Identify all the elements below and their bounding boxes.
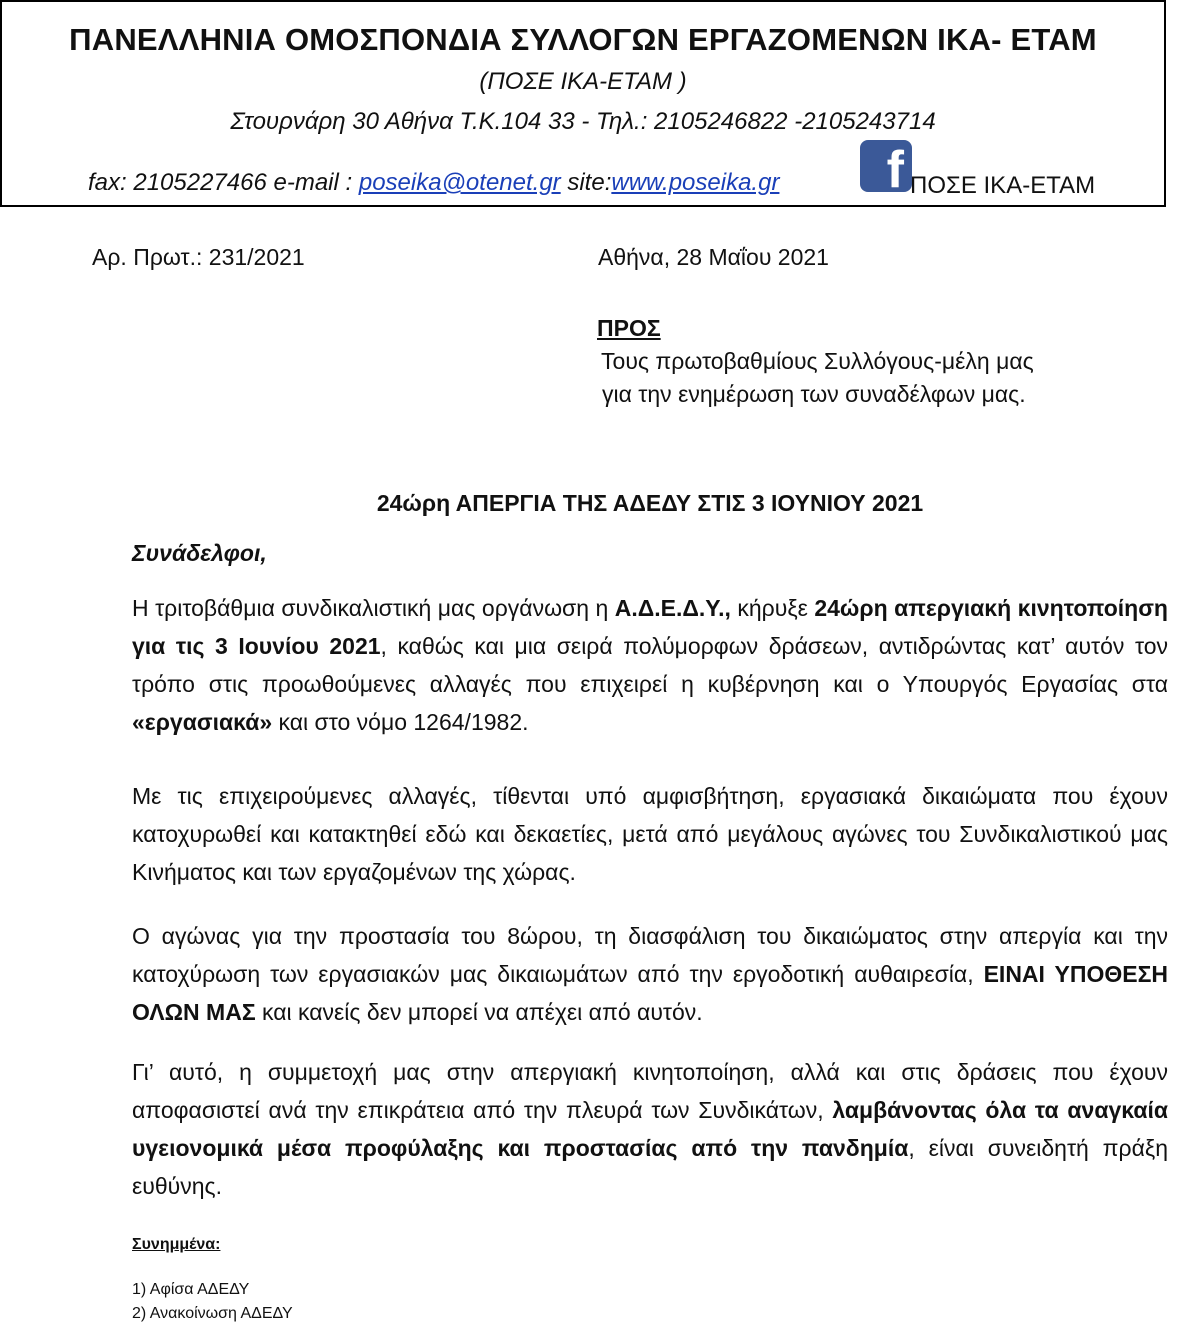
document-date: Αθήνα, 28 Μαΐου 2021 [598, 244, 829, 270]
paragraph-text: και κανείς δεν μπορεί να απέχει από αυτόν. [255, 999, 703, 1025]
paragraph-4 [132, 1053, 1168, 1205]
attachments-list [132, 1278, 293, 1326]
recipient-label: ΠΡΟΣ [597, 315, 661, 341]
organization-name: ΠΑΝΕΛΛΗΝΙΑ ΟΜΟΣΠΟΝΔΙΑ ΣΥΛΛΟΓΩΝ ΕΡΓΑΖΟΜΕΝΩΝ ΙΚΑ- ΕΤΑΜ [69, 22, 1097, 57]
paragraph-text: Γι’ αυτό, η συμμετοχή μας στην απεργιακή κινητοποίηση, αλλά και στις δράσεις που έχουν αποφασιστεί ανά την επικράτεια από την πλευρά των Συνδικάτων, [132, 1059, 1168, 1123]
fax-label: fax: 2105227466 e-mail : [88, 169, 359, 196]
letterhead [0, 0, 1166, 207]
paragraph-bold: «εργασιακά» [132, 709, 273, 735]
paragraph-text: , είναι συνειδητή πράξη ευθύνης. [132, 1135, 1169, 1199]
paragraph-text: κήρυξε [730, 595, 815, 621]
recipient-line-1: Τους πρωτοβαθμίους Συλλόγους-μέλη μας [601, 348, 1034, 374]
paragraph-bold: ΕΙΝΑΙ ΥΠΟΘΕΣΗ ΟΛΩΝ ΜΑΣ [132, 961, 1168, 1025]
facebook-page-label: ΠΟΣΕ ΙΚΑ-ΕΤΑΜ [910, 172, 1096, 199]
paragraph-text: Με τις επιχειρούμενες αλλαγές, τίθενται υπό αμφισβήτηση, εργασιακά δικαιώματα που έχουν κατοχυρωθεί και κατακτηθεί εδώ και δεκαετίες, μετά από μεγάλους αγώνες του Συνδικαλιστικού μας Κινήματος και των εργαζομένων της χώρας. [132, 783, 1168, 885]
paragraph-bold: λαμβάνοντας όλα τα αναγκαία υγειονομικά μέσα προφύλαξης και προστασίας από την πανδημία [132, 1097, 1168, 1161]
organization-abbreviation: (ΠΟΣΕ ΙΚΑ-ΕΤΑΜ ) [479, 68, 687, 95]
paragraph-2 [132, 777, 1168, 891]
paragraph-text: , καθώς και μια σειρά πολύμορφων δράσεων, αντιδρώντας κατ’ αυτόν τον τρόπο στις προωθούμενες αλλαγές που επιχειρεί η κυβέρνηση και ο Υπουργός Εργασίας στα [132, 633, 1168, 697]
subject-heading: 24ώρη ΑΠΕΡΓΙΑ ΤΗΣ ΑΔΕΔΥ ΣΤΙΣ 3 ΙΟΥΝΙΟΥ 2021 [376, 490, 924, 516]
paragraph-1 [132, 589, 1168, 741]
paragraph-bold: Α.Δ.Ε.Δ.Υ., [614, 595, 731, 621]
contact-line [88, 169, 779, 197]
attachment-item: 2) Ανακοίνωση ΑΔΕΔΥ [132, 1305, 293, 1322]
facebook-icon[interactable]: f [860, 140, 912, 192]
recipient-line-2: για την ενημέρωση των συναδέλφων μας. [602, 381, 1026, 407]
email-link[interactable]: poseika@otenet.gr [358, 169, 561, 196]
greeting: Συνάδελφοι, [132, 540, 267, 566]
paragraph-bold: 24ώρη απεργιακή κινητοποίηση για τις 3 Ιουνίου 2021 [132, 595, 1168, 659]
attachment-item: 1) Αφίσα ΑΔΕΔΥ [132, 1281, 250, 1298]
organization-address: Στουρνάρη 30 Αθήνα Τ.Κ.104 33 - Τηλ.: 2105246822 -2105243714 [230, 108, 936, 135]
paragraph-3 [132, 917, 1168, 1031]
attachments-title: Συνημμένα: [132, 1236, 221, 1253]
site-label: site: [560, 169, 612, 196]
website-link[interactable]: www.poseika.gr [611, 169, 780, 196]
protocol-number: Αρ. Πρωτ.: 231/2021 [92, 244, 305, 270]
paragraph-text: Η τριτοβάθμια συνδικαλιστική μας οργάνωση η [132, 595, 615, 621]
paragraph-text: Ο αγώνας για την προστασία του 8ώρου, τη διασφάλιση του δικαιώματος στην απεργία και την κατοχύρωση των εργασιακών μας δικαιωμάτων από την εργοδοτική αυθαιρεσία, [132, 923, 1168, 987]
paragraph-text: και στο νόμο 1264/1982. [272, 709, 529, 735]
